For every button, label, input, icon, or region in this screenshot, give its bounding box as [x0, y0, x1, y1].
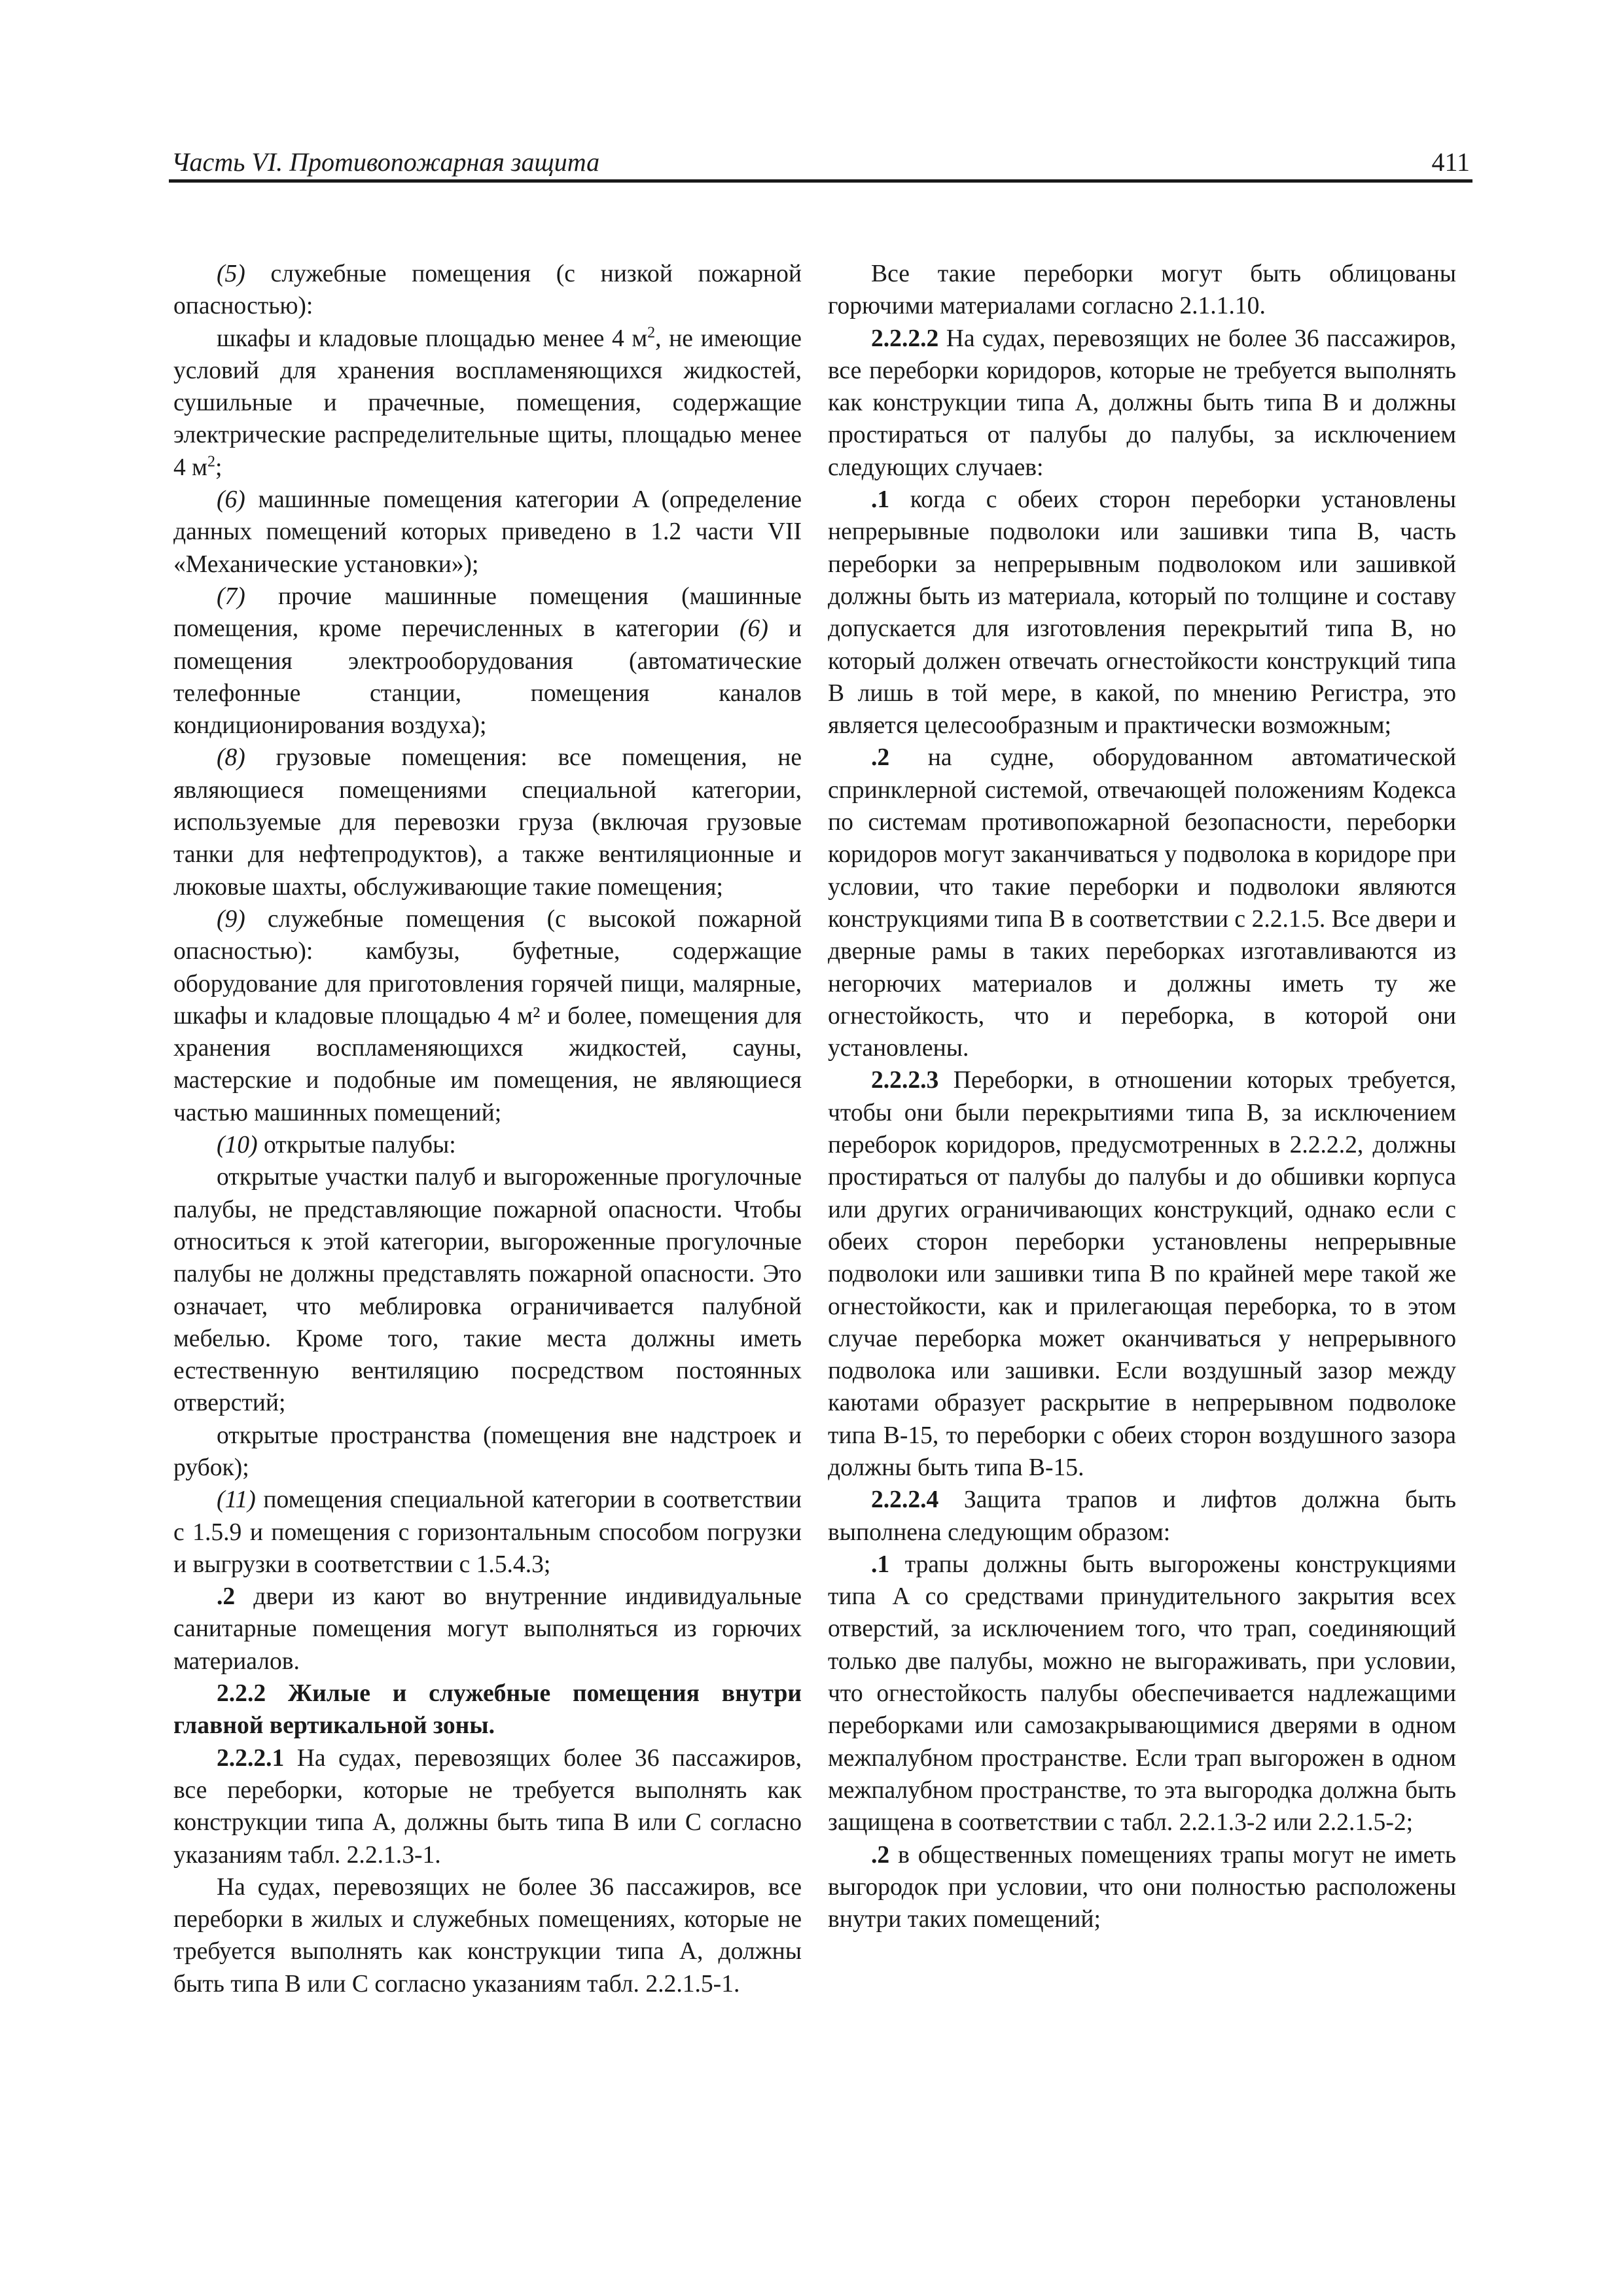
header-title: Часть VI. Противопожарная защита: [171, 147, 600, 177]
paragraph: Все такие переборки могут быть облицованы горючими материалами согласно 2.1.1.10.: [828, 260, 1456, 320]
paragraph: .1 когда с обеих сторон переборки установлены непрерывные подволоки или зашивки типа B, часть переборки за непрерывным подволоком или зашивкой должны быть из материала, который по толщине и составу допускается для изготовления перекрытий типа B, но который должен отвечать огнестойкости конструкций типа B лишь в той мере, в какой, по мнению Регистра, это является целесообразным и практически возможным;: [828, 486, 1456, 740]
paragraph: (11) помещения специальной категории в соответствии с 1.5.9 и помещения с горизонтальным способом погрузки и выгрузки в соответствии с 1.5.4.3;: [173, 1486, 802, 1578]
paragraph: (9) служебные помещения (с высокой пожарной опасностью): камбузы, буфетные, содержащие оборудование для приготовления горячей пищи, малярные, шкафы и кладовые площадью 4 м² и более, помещения для хранения воспламеняющихся жидкостей, сауны, мастерские и подобные им помещения, не являющиеся частью машинных помещений;: [173, 905, 802, 1126]
paragraph: .2 двери из кают во внутренние индивидуальные санитарные помещения могут выполняться из горючих материалов.: [173, 1583, 802, 1675]
paragraph: 2.2.2.1 На судах, перевозящих более 36 пассажиров, все переборки, которые не требуется выполнять как конструкции типа A, должны быть типа B или C согласно указаниям табл. 2.2.1.3-1.: [173, 1744, 802, 1869]
paragraph: (5) служебные помещения (с низкой пожарной опасностью):: [173, 260, 802, 320]
paragraph: 2.2.2.3 Переборки, в отношении которых требуется, чтобы они были перекрытиями типа B, за исключением переборок коридоров, предусмотренных в 2.2.2.2, должны простираться от палубы до палубы и до обшивки корпуса или других ограничивающих конструкций, однако если с обеих сторон переборки установлены непрерывные подволоки или зашивки типа B по крайней мере такой же огнестойкости, как и прилегающая переборка, то в этом случае переборка может оканчиваться у непрерывного подволока или зашивки. Если воздушный зазор между каютами образует раскрытие в непрерывном подволоке типа B-15, то переборки с обеих сторон воздушного зазора должны быть типа B-15.: [828, 1067, 1456, 1481]
page-number: 411: [1431, 147, 1470, 177]
paragraph: (6) машинные помещения категории A (определение данных помещений которых приведено в 1.2 части VII «Механические установки»);: [173, 486, 802, 578]
paragraph: .1 трапы должны быть выгорожены конструкциями типа A со средствами принудительного закрытия всех отверстий, за исключением того, что трап, соединяющий только две палубы, можно не выгораживать, при условии, что огнестойкость палубы обеспечивается надлежащими переборками или самозакрывающимися дверями в одном межпалубном пространстве. Если трап выгорожен в одном межпалубном пространстве, то эта выгородка должна быть защищена в соответствии с табл. 2.2.1.3-2 или 2.2.1.5-2;: [828, 1551, 1456, 1837]
paragraph: .2 в общественных помещениях трапы могут не иметь выгородок при условии, что они полностью расположены внутри таких помещений;: [828, 1841, 1456, 1933]
right-column: [828, 258, 1456, 1935]
paragraph: шкафы и кладовые площадью менее 4 $м^2$, не имеющие условий для хранения воспламеняющихся жидкостей, сушильные и прачечные, помещения, содержащие электрические распределительные щиты, площадью менее 4 $м^2$;: [173, 324, 802, 481]
paragraph: (10) открытые палубы:: [217, 1132, 456, 1159]
paragraph: 2.2.2.4 Защита трапов и лифтов должна быть выполнена следующим образом:: [828, 1486, 1456, 1546]
paragraph: .2 на судне, оборудованном автоматической спринклерной системой, отвечающей положениям Кодекса по системам противопожарной безопасности, переборки коридоров могут заканчиваться у подволока в коридоре при условии, что такие переборки и подволоки являются конструкциями типа B в соответствии с 2.2.1.5. Все двери и дверные рамы в таких переборках изготавливаются из негорючих материалов и должны иметь ту же огнестойкость, что и переборка, в которой они установлены.: [828, 744, 1456, 1062]
paragraph: (8) грузовые помещения: все помещения, не являющиеся помещениями специальной категории, используемые для перевозки груза (включая грузовые танки для нефтепродуктов), а также вентиляционные и люковые шахты, обслуживающие такие помещения;: [173, 744, 802, 901]
section-heading: 2.2.2 Жилые и служебные помещения внутри главной вертикальной зоны.: [173, 1680, 802, 1740]
running-header: [169, 147, 1472, 183]
paragraph: 2.2.2.2 На судах, перевозящих не более 36 пассажиров, все переборки коридоров, которые не требуется выполнять как конструкции типа A, должны быть типа B и должны простираться от палубы до палубы, за исключением следующих случаев:: [828, 325, 1456, 481]
paragraph: На судах, перевозящих не более 36 пассажиров, все переборки в жилых и служебных помещениях, которые не требуется выполнять как конструкции типа A, должны быть типа B или C согласно указаниям табл. 2.2.1.5-1.: [173, 1873, 802, 1998]
paragraph: открытые участки палуб и выгороженные прогулочные палубы, не представляющие пожарной опасности. Чтобы относиться к этой категории, выгороженные прогулочные палубы не должны представлять пожарной опасности. Это означает, что меблировка ограничивается палубной мебелью. Кроме того, такие места должны иметь естественную вентиляцию посредством постоянных отверстий;: [173, 1164, 802, 1417]
paragraph: открытые пространства (помещения вне надстроек и рубок);: [173, 1422, 802, 1481]
left-column: [173, 258, 802, 2000]
paragraph: (7) прочие машинные помещения (машинные помещения, кроме перечисленных в категории (6) и помещения электрооборудования (автоматические телефонные станции, помещения каналов кондиционирования воздуха);: [173, 583, 802, 740]
